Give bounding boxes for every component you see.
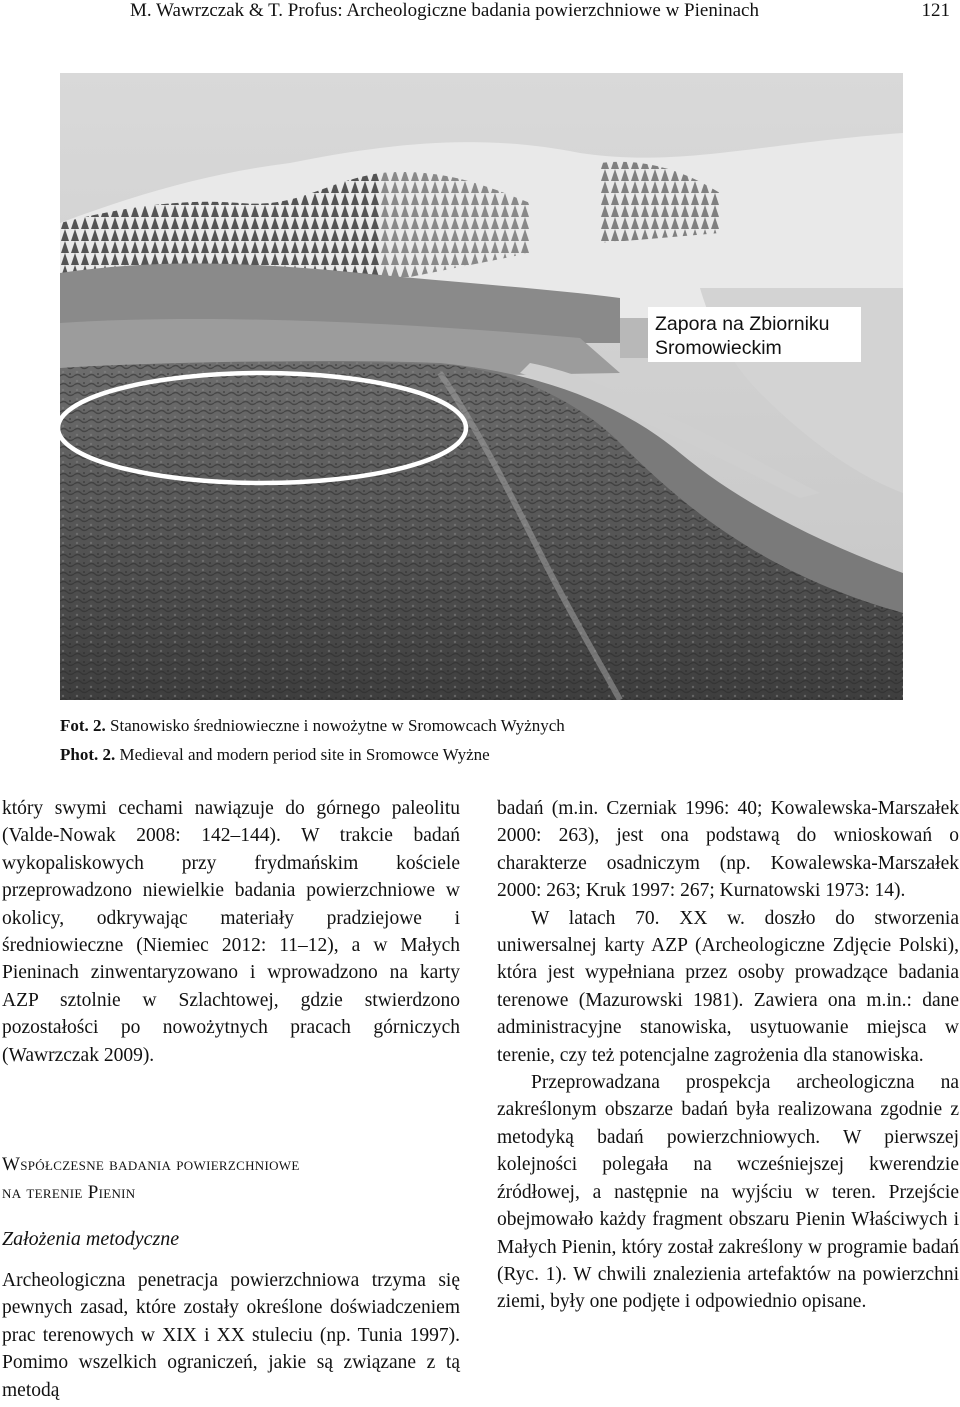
photo-caption-en: [60, 745, 490, 765]
caption-pl-text: Stanowisko średniowieczne i nowożytne w Sromowcach Wyżnych: [105, 716, 565, 735]
right-paragraph-2: W latach 70. XX w. doszło do stworzenia uniwersalnej karty AZP (Archeologiczne Zdjęcie Polski), która jest wypełniana przez osoby prowadzące badania terenowe (Mazurowski 1981). Zawiera ona m.in.: dane administracyjne stanowiska, usytuowanie miejsca w terenie, czy też potencjalne zagrożenia dla stanowiska.: [497, 907, 959, 1066]
right-paragraph-3: Przeprowadzana prospekcja archeologiczna na zakreślonym obszarze badań była realizowana zgodnie z metodyką badań powierzchniowych. W pierwszej kolejności polegała na wcześniejszej kwerendzie źródłowej, a następnie na wyjściu w teren. Przejście obejmowało każdy fragment obszaru Pienin Właściwych i Małych Pienin, który został zakreślony w programie badań (Ryc. 1). W chwili znalezienia artefaktów na powierzchni ziemi, były one podjęte i odpowiednio opisane.: [497, 1072, 959, 1313]
left-column: [2, 795, 460, 1069]
photo-label-line1: Zapora na Zbiorniku: [655, 313, 830, 335]
left-paragraph-2: Archeologiczna penetracja powierzchniowa trzyma się pewnych zasad, które zostały określone doświadczeniem prac terenowych w XIX i XX stuleciu (np. Tunia 1997). Pomimo wszelkich ograniczeń, jakie są związane z tą metodą: [2, 1270, 460, 1401]
photo-caption-pl: [60, 716, 565, 736]
photo-annotation-label: [648, 307, 861, 362]
subsection-heading: Założenia metodyczne: [2, 1228, 180, 1250]
section-heading-line1: Współczesne badania powierzchniowe: [2, 1154, 300, 1175]
caption-pl-prefix: Fot. 2.: [60, 716, 106, 735]
left-column-continued: [2, 1267, 460, 1404]
section-heading-line2: na terenie Pienin: [2, 1182, 136, 1203]
running-header: [130, 0, 950, 22]
caption-en-prefix: Phot. 2.: [60, 745, 116, 764]
photo-illustration: [60, 73, 903, 700]
left-paragraph-1: który swymi cechami nawiązuje do górnego paleolitu (Valde-Nowak 2008: 142–144). W trakcie badań wykopaliskowych przy frydmańskim kościele przeprowadzono niewielkie badania powierzchniowe w okolicy, odkrywając materiały pradziejowe i średniowieczne (Niemiec 2012: 11–12), a w Małych Pieninach zinwentaryzowano i wprowadzono na karty AZP sztolnie w Szlachtowej, gdzie stwierdzono pozostałości po nowożytnych pracach górniczych (Wawrzczak 2009).: [2, 798, 460, 1066]
page-number: 121: [921, 0, 950, 21]
running-title: M. Wawrzczak & T. Profus: Archeologiczne badania powierzchniowe w Pieninach: [130, 0, 759, 21]
right-column: [497, 795, 959, 1316]
right-paragraph-1: badań (m.in. Czerniak 1996: 40; Kowalewska-Marszałek 2000: 263), jest ona podstawą do wnioskowań o charakterze osadniczym (np. Kowalewska-Marszałek 2000: 263; Kruk 1997: 267; Kurnatowski 1973: 14).: [497, 798, 959, 902]
landscape-photo: [60, 73, 903, 700]
photo-label-line2: Sromowieckim: [655, 337, 782, 359]
caption-en-text: Medieval and modern period site in Sromowce Wyżne: [115, 745, 490, 764]
